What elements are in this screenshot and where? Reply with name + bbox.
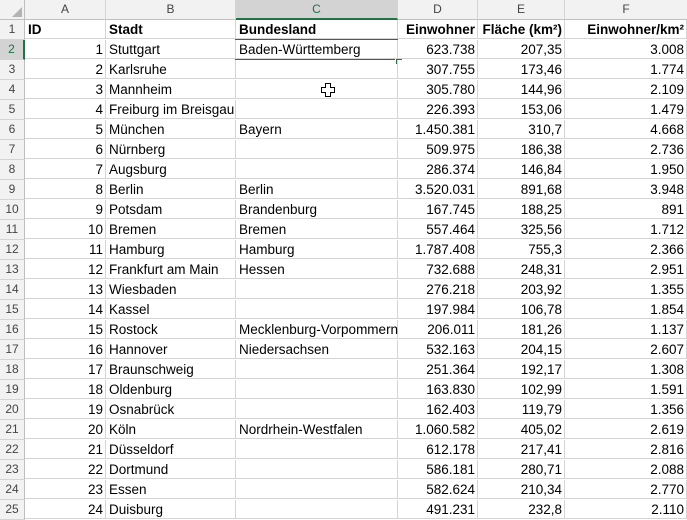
- cell-bundesland[interactable]: Berlin: [236, 180, 398, 199]
- cell-id[interactable]: 7: [25, 160, 106, 179]
- cell-stadt[interactable]: Bremen: [106, 220, 236, 239]
- cell-bundesland[interactable]: [236, 80, 398, 99]
- row-header[interactable]: 6: [0, 120, 25, 140]
- cell-dichte[interactable]: 1.712: [565, 220, 687, 239]
- table-row: [0, 260, 687, 280]
- cell-bundesland[interactable]: [236, 500, 398, 519]
- cell-einwohner[interactable]: 163.830: [398, 380, 478, 399]
- cell-bundesland[interactable]: [236, 380, 398, 399]
- cell-bundesland[interactable]: Hamburg: [236, 240, 398, 259]
- cell-flaeche[interactable]: 102,99: [478, 380, 565, 399]
- cell-dichte[interactable]: 1.950: [565, 160, 687, 179]
- cell-id[interactable]: 19: [25, 400, 106, 419]
- column-header-a[interactable]: A: [25, 0, 106, 20]
- cell-einwohner[interactable]: 509.975: [398, 140, 478, 159]
- cell-header-einwohner[interactable]: Einwohner: [398, 20, 478, 39]
- cell-id[interactable]: 18: [25, 380, 106, 399]
- cell-flaeche[interactable]: 232,8: [478, 500, 565, 519]
- cell-dichte[interactable]: 1.774: [565, 60, 687, 79]
- cell-stadt[interactable]: Kassel: [106, 300, 236, 319]
- cell-dichte[interactable]: 1.591: [565, 380, 687, 399]
- cell-dichte[interactable]: 2.816: [565, 440, 687, 459]
- row-header[interactable]: 20: [0, 400, 25, 420]
- cell-bundesland[interactable]: [236, 160, 398, 179]
- cell-id[interactable]: 3: [25, 80, 106, 99]
- row-header[interactable]: 13: [0, 260, 25, 280]
- cell-id[interactable]: 5: [25, 120, 106, 139]
- cell-einwohner[interactable]: 1.450.381: [398, 120, 478, 139]
- cell-bundesland[interactable]: Hessen: [236, 260, 398, 279]
- cell-stadt[interactable]: Hannover: [106, 340, 236, 359]
- table-row: [0, 160, 687, 180]
- row-header[interactable]: 25: [0, 500, 25, 520]
- cell-stadt[interactable]: Nürnberg: [106, 140, 236, 159]
- table-row: [0, 340, 687, 360]
- cell-einwohner[interactable]: 276.218: [398, 280, 478, 299]
- cell-bundesland[interactable]: [236, 60, 398, 79]
- row-header[interactable]: 11: [0, 220, 25, 240]
- table-row: [0, 500, 687, 520]
- cell-dichte[interactable]: 2.619: [565, 420, 687, 439]
- cell-einwohner[interactable]: 612.178: [398, 440, 478, 459]
- cell-dichte[interactable]: 2.109: [565, 80, 687, 99]
- cell-flaeche[interactable]: 203,92: [478, 280, 565, 299]
- row-header[interactable]: 19: [0, 380, 25, 400]
- cell-id[interactable]: 15: [25, 320, 106, 339]
- cell-bundesland[interactable]: Bremen: [236, 220, 398, 239]
- row-header[interactable]: 16: [0, 320, 25, 340]
- cell-einwohner[interactable]: 623.738: [398, 40, 478, 59]
- table-row: [0, 480, 687, 500]
- cell-header-stadt[interactable]: Stadt: [106, 20, 236, 39]
- table-row: [0, 280, 687, 300]
- cell-flaeche[interactable]: 119,79: [478, 400, 565, 419]
- row-header[interactable]: 14: [0, 280, 25, 300]
- cell-flaeche[interactable]: 106,78: [478, 300, 565, 319]
- cell-bundesland[interactable]: [236, 460, 398, 479]
- cell-bundesland[interactable]: Baden-Württemberg: [236, 40, 398, 59]
- cell-bundesland[interactable]: Mecklenburg-Vorpommern: [236, 320, 398, 339]
- cell-flaeche[interactable]: 210,34: [478, 480, 565, 499]
- cell-flaeche[interactable]: 280,71: [478, 460, 565, 479]
- select-all-button[interactable]: [0, 0, 25, 20]
- cell-stadt[interactable]: Karlsruhe: [106, 60, 236, 79]
- cell-dichte[interactable]: 891: [565, 200, 687, 219]
- row-header[interactable]: 1: [0, 20, 25, 40]
- cell-stadt[interactable]: Braunschweig: [106, 360, 236, 379]
- cell-stadt[interactable]: Wiesbaden: [106, 280, 236, 299]
- column-header-b[interactable]: B: [106, 0, 236, 20]
- cell-dichte[interactable]: 1.479: [565, 100, 687, 119]
- row-header[interactable]: 8: [0, 160, 25, 180]
- cell-stadt[interactable]: Köln: [106, 420, 236, 439]
- cell-einwohner[interactable]: 167.745: [398, 200, 478, 219]
- cell-id[interactable]: 13: [25, 280, 106, 299]
- cell-stadt[interactable]: Duisburg: [106, 500, 236, 519]
- row-header[interactable]: 2: [0, 40, 25, 60]
- cell-dichte[interactable]: 1.356: [565, 400, 687, 419]
- cell-einwohner[interactable]: 557.464: [398, 220, 478, 239]
- table-row: [0, 140, 687, 160]
- select-all-icon: [12, 7, 22, 17]
- cell-einwohner[interactable]: 582.624: [398, 480, 478, 499]
- table-row: [0, 100, 687, 120]
- cell-stadt[interactable]: Berlin: [106, 180, 236, 199]
- cell-einwohner[interactable]: 305.780: [398, 80, 478, 99]
- table-row: [0, 80, 687, 100]
- row-header[interactable]: 7: [0, 140, 25, 160]
- cell-stadt[interactable]: Frankfurt am Main: [106, 260, 236, 279]
- cell-header-flaeche[interactable]: Fläche (km²): [478, 20, 565, 39]
- row-header[interactable]: 17: [0, 340, 25, 360]
- cell-dichte[interactable]: 3.008: [565, 40, 687, 59]
- cell-dichte[interactable]: 2.110: [565, 500, 687, 519]
- cell-id[interactable]: 24: [25, 500, 106, 519]
- cell-id[interactable]: 22: [25, 460, 106, 479]
- cell-bundesland[interactable]: Nordrhein-Westfalen: [236, 420, 398, 439]
- cell-flaeche[interactable]: 204,15: [478, 340, 565, 359]
- table-row-header: [0, 20, 687, 40]
- column-header-bar: [0, 0, 687, 20]
- cell-id[interactable]: 14: [25, 300, 106, 319]
- cell-einwohner[interactable]: 732.688: [398, 260, 478, 279]
- cell-id[interactable]: 2: [25, 60, 106, 79]
- cell-einwohner[interactable]: 251.364: [398, 360, 478, 379]
- cell-stadt[interactable]: Rostock: [106, 320, 236, 339]
- cell-flaeche[interactable]: 173,46: [478, 60, 565, 79]
- cell-dichte[interactable]: 1.854: [565, 300, 687, 319]
- table-row: [0, 60, 687, 80]
- table-row: [0, 40, 687, 60]
- cell-flaeche[interactable]: 325,56: [478, 220, 565, 239]
- column-header-e[interactable]: E: [478, 0, 565, 20]
- cell-flaeche[interactable]: 217,41: [478, 440, 565, 459]
- column-header-f[interactable]: F: [565, 0, 687, 20]
- cell-einwohner[interactable]: 1.787.408: [398, 240, 478, 259]
- cell-flaeche[interactable]: 207,35: [478, 40, 565, 59]
- cell-dichte[interactable]: 2.088: [565, 460, 687, 479]
- cell-bundesland[interactable]: [236, 480, 398, 499]
- cell-dichte[interactable]: 2.736: [565, 140, 687, 159]
- row-header[interactable]: 22: [0, 440, 25, 460]
- cell-stadt[interactable]: Mannheim: [106, 80, 236, 99]
- table-row: [0, 440, 687, 460]
- row-header[interactable]: 24: [0, 480, 25, 500]
- table-row: [0, 400, 687, 420]
- column-header-c[interactable]: C: [236, 0, 398, 20]
- cell-header-id[interactable]: ID: [25, 20, 106, 39]
- cell-einwohner[interactable]: 1.060.582: [398, 420, 478, 439]
- cell-einwohner[interactable]: 307.755: [398, 60, 478, 79]
- cell-stadt[interactable]: München: [106, 120, 236, 139]
- cell-flaeche[interactable]: 405,02: [478, 420, 565, 439]
- cell-bundesland[interactable]: [236, 140, 398, 159]
- cell-bundesland[interactable]: [236, 400, 398, 419]
- cell-einwohner[interactable]: 532.163: [398, 340, 478, 359]
- cell-id[interactable]: 1: [25, 40, 106, 59]
- cell-einwohner[interactable]: 162.403: [398, 400, 478, 419]
- row-header[interactable]: 12: [0, 240, 25, 260]
- cell-dichte[interactable]: 2.770: [565, 480, 687, 499]
- table-row: [0, 420, 687, 440]
- cell-flaeche[interactable]: 186,38: [478, 140, 565, 159]
- cell-dichte[interactable]: 4.668: [565, 120, 687, 139]
- cell-einwohner[interactable]: 197.984: [398, 300, 478, 319]
- cell-stadt[interactable]: Essen: [106, 480, 236, 499]
- cell-einwohner[interactable]: 3.520.031: [398, 180, 478, 199]
- cell-einwohner[interactable]: 586.181: [398, 460, 478, 479]
- row-header[interactable]: 9: [0, 180, 25, 200]
- cell-id[interactable]: 12: [25, 260, 106, 279]
- cell-stadt[interactable]: Potsdam: [106, 200, 236, 219]
- cell-stadt[interactable]: Düsseldorf: [106, 440, 236, 459]
- cell-id[interactable]: 8: [25, 180, 106, 199]
- cell-dichte[interactable]: 2.607: [565, 340, 687, 359]
- cell-stadt[interactable]: Freiburg im Breisgau: [106, 100, 236, 119]
- table-row: [0, 240, 687, 260]
- cell-flaeche[interactable]: 144,96: [478, 80, 565, 99]
- cell-stadt[interactable]: Hamburg: [106, 240, 236, 259]
- table-row: [0, 300, 687, 320]
- cell-flaeche[interactable]: 181,26: [478, 320, 565, 339]
- table-row: [0, 180, 687, 200]
- cell-flaeche[interactable]: 891,68: [478, 180, 565, 199]
- cell-bundesland[interactable]: Brandenburg: [236, 200, 398, 219]
- cell-einwohner[interactable]: 286.374: [398, 160, 478, 179]
- table-row: [0, 380, 687, 400]
- cell-header-bundesland[interactable]: Bundesland: [236, 20, 398, 39]
- cell-stadt[interactable]: Osnabrück: [106, 400, 236, 419]
- cell-id[interactable]: 11: [25, 240, 106, 259]
- cell-dichte[interactable]: 1.355: [565, 280, 687, 299]
- cell-stadt[interactable]: Oldenburg: [106, 380, 236, 399]
- cell-stadt[interactable]: Stuttgart: [106, 40, 236, 59]
- cell-id[interactable]: 4: [25, 100, 106, 119]
- cell-flaeche[interactable]: 310,7: [478, 120, 565, 139]
- table-row: [0, 200, 687, 220]
- table-row: [0, 460, 687, 480]
- row-header[interactable]: 23: [0, 460, 25, 480]
- table-row: [0, 360, 687, 380]
- cell-header-dichte[interactable]: Einwohner/km²: [565, 20, 687, 39]
- table-row: [0, 220, 687, 240]
- cell-id[interactable]: 9: [25, 200, 106, 219]
- cell-bundesland[interactable]: [236, 440, 398, 459]
- cell-flaeche[interactable]: 146,84: [478, 160, 565, 179]
- cell-flaeche[interactable]: 153,06: [478, 100, 565, 119]
- table-row: [0, 320, 687, 340]
- cell-id[interactable]: 17: [25, 360, 106, 379]
- row-header[interactable]: 10: [0, 200, 25, 220]
- cell-einwohner[interactable]: 491.231: [398, 500, 478, 519]
- row-header[interactable]: 3: [0, 60, 25, 80]
- cell-id[interactable]: 16: [25, 340, 106, 359]
- cell-einwohner[interactable]: 206.011: [398, 320, 478, 339]
- cell-bundesland[interactable]: [236, 280, 398, 299]
- cell-flaeche[interactable]: 188,25: [478, 200, 565, 219]
- cell-stadt[interactable]: Augsburg: [106, 160, 236, 179]
- cell-bundesland[interactable]: [236, 300, 398, 319]
- cell-dichte[interactable]: 2.366: [565, 240, 687, 259]
- cell-id[interactable]: 6: [25, 140, 106, 159]
- row-header[interactable]: 18: [0, 360, 25, 380]
- row-header[interactable]: 5: [0, 100, 25, 120]
- cell-bundesland[interactable]: [236, 360, 398, 379]
- row-header[interactable]: 4: [0, 80, 25, 100]
- column-header-d[interactable]: D: [398, 0, 478, 20]
- cell-einwohner[interactable]: 226.393: [398, 100, 478, 119]
- cell-id[interactable]: 20: [25, 420, 106, 439]
- cell-dichte[interactable]: 1.137: [565, 320, 687, 339]
- cell-id[interactable]: 23: [25, 480, 106, 499]
- cell-flaeche[interactable]: 755,3: [478, 240, 565, 259]
- cell-id[interactable]: 21: [25, 440, 106, 459]
- cell-dichte[interactable]: 1.308: [565, 360, 687, 379]
- cell-dichte[interactable]: 3.948: [565, 180, 687, 199]
- cell-flaeche[interactable]: 192,17: [478, 360, 565, 379]
- table-row: [0, 120, 687, 140]
- cell-stadt[interactable]: Dortmund: [106, 460, 236, 479]
- cell-bundesland[interactable]: [236, 100, 398, 119]
- cell-flaeche[interactable]: 248,31: [478, 260, 565, 279]
- cell-bundesland[interactable]: Bayern: [236, 120, 398, 139]
- row-header[interactable]: 15: [0, 300, 25, 320]
- cell-dichte[interactable]: 2.951: [565, 260, 687, 279]
- cell-bundesland[interactable]: Niedersachsen: [236, 340, 398, 359]
- row-header[interactable]: 21: [0, 420, 25, 440]
- cell-id[interactable]: 10: [25, 220, 106, 239]
